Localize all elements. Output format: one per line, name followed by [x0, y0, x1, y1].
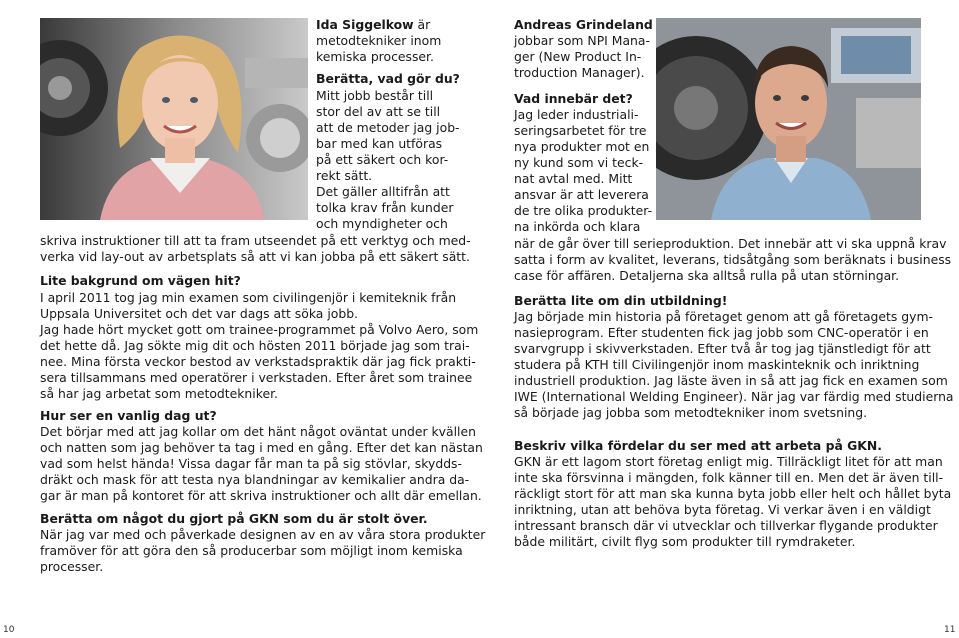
intro-line: Ida Siggelkow är	[316, 17, 431, 32]
question-heading: Vad innebär det?	[514, 91, 633, 106]
question-heading: Berätta om något du gjort på GKN som du är stolt över.	[40, 511, 428, 526]
portrait-photo-andreas	[656, 18, 921, 220]
answer-line: Jag hade hört mycket gott om trainee-programmet på Volvo Aero, som	[40, 322, 479, 337]
answer-line: Det börjar med att jag kollar om det hänt något oväntat under kvällen	[40, 424, 476, 439]
answer-line: GKN är ett lagom stort företag enligt mig. Tillräckligt litet för att man	[514, 454, 943, 469]
answer-line: stor del av att se till	[316, 104, 441, 119]
answer-line: de tre olika produkter-	[514, 203, 653, 218]
answer-line: gar är man på kontoret för att skriva instruktioner och allt där emellan.	[40, 488, 482, 503]
answer-line: framöver för att göra den så producerbar som möjligt inom kemiska	[40, 543, 463, 558]
answer-line: att de metoder jag job-	[316, 120, 460, 135]
answer-line: case för affären. Detaljerna ska alltså rulla på utan störningar.	[514, 268, 900, 283]
answer-line: nat avtal med. Mitt	[514, 171, 633, 186]
intro-line: kemiska processer.	[316, 49, 434, 64]
answer-line: Jag leder industriali-	[514, 107, 639, 122]
answer-line: Det gäller alltifrån att	[316, 184, 450, 199]
answer-line: Mitt jobb består till	[316, 88, 434, 103]
answer-line: bar med kan utföras	[316, 136, 443, 151]
answer-line: så har jag arbetat som metodtekniker.	[40, 386, 278, 401]
question-heading: Lite bakgrund om vägen hit?	[40, 273, 241, 288]
answer-line: Uppsala Universitet och det var dags att söka jobb.	[40, 306, 359, 321]
answer-line: och natten som jag behöver ta tag i med en gång. Efter det kan nästan	[40, 440, 483, 455]
answer-line: industriell produktion. Jag läste även in så att jag fick en examen som	[514, 373, 948, 388]
answer-line: intressant bransch där vi utvecklar och tillverkar flygande produkter	[514, 518, 938, 533]
answer-line: studera på KTH till Civilingenjör inom maskinteknik och inriktning	[514, 357, 920, 372]
answer-line: IWE (International Welding Engineer). När jag var färdig med studierna	[514, 389, 954, 404]
intro-line: troduction Manager).	[514, 65, 645, 80]
answer-line: verka vid lay-out av arbetsplats så att vi kan jobba på ett säkert sätt.	[40, 249, 470, 264]
answer-line: sera tillsammans med operatörer i verkstaden. Efter året som trainee	[40, 370, 473, 385]
intro-line: Andreas Grindeland	[514, 17, 653, 32]
answer-line: seringsarbetet för tre	[514, 123, 647, 138]
answer-line: nee. Mina första veckor bestod av verkstadspraktik där jag fick prakti-	[40, 354, 476, 369]
page-number-left: 10	[3, 625, 15, 635]
answer-line: na inkörda och klara	[514, 219, 641, 234]
answer-line: så började jag jobba som metodtekniker inom svetsning.	[514, 405, 868, 420]
intro-line: metodtekniker inom	[316, 33, 442, 48]
answer-line: När jag var med och påverkade designen av en av våra stora produkter	[40, 527, 486, 542]
answer-line: svarvgrupp i skivverkstaden. Efter två år tog jag tjänstledigt för att	[514, 341, 931, 356]
answer-line: både militärt, civilt flyg som produkter till rymdraketer.	[514, 534, 856, 549]
answer-line: ny kund som vi teck-	[514, 155, 644, 170]
question-heading: Hur ser en vanlig dag ut?	[40, 408, 217, 423]
answer-line: ansvar är att leverera	[514, 187, 649, 202]
answer-line: processer.	[40, 559, 104, 574]
answer-line: tolka krav från kunder	[316, 200, 454, 215]
question-heading: Berätta lite om din utbildning!	[514, 293, 728, 308]
intro-line: ger (New Product In-	[514, 49, 642, 64]
answer-line: på ett säkert och kor-	[316, 152, 449, 167]
question-heading: Berätta, vad gör du?	[316, 71, 460, 86]
answer-line: nasieprogram. Efter studenten fick jag jobb som CNC-operatör i en	[514, 325, 929, 340]
intro-line: jobbar som NPI Mana-	[514, 33, 650, 48]
answer-line: nya produkter mot en	[514, 139, 650, 154]
answer-line: skriva instruktioner till att ta fram utseendet på ett verktyg och med-	[40, 233, 471, 248]
answer-line: inte ska försvinna i mängden, folk känner till en. Men det är även till-	[514, 470, 944, 485]
answer-line: inriktning, utan att behöva byta företag. Vi verkar även i en väldigt	[514, 502, 931, 517]
answer-line: vad som helst hända! Vissa dagar får man ta på sig stövlar, skydds-	[40, 456, 462, 471]
answer-line: räckligt stort för att man ska kunna byta jobb eller helt och hållet byta	[514, 486, 952, 501]
answer-line: när de går över till serieproduktion. Det innebär att vi ska uppnå krav	[514, 236, 947, 251]
answer-line: satta i form av kvalitet, leverans, tidsåtgång som beräknats i business	[514, 252, 952, 267]
question-heading: Beskriv vilka fördelar du ser med att arbeta på GKN.	[514, 438, 882, 453]
answer-line: det hette då. Jag sökte mig dit och hösten 2011 började jag som trai-	[40, 338, 470, 353]
portrait-photo-ida	[40, 18, 308, 220]
answer-line: dräkt och mask för att testa nya blandningar av kemikalier andra da-	[40, 472, 470, 487]
answer-line: I april 2011 tog jag min examen som civilingenjör i kemiteknik från	[40, 290, 457, 305]
answer-line: Jag började min historia på företaget genom att gå företagets gym-	[514, 309, 934, 324]
page-number-right: 11	[944, 625, 956, 635]
answer-line: och myndigheter och	[316, 216, 448, 231]
answer-line: rekt sätt.	[316, 168, 373, 183]
